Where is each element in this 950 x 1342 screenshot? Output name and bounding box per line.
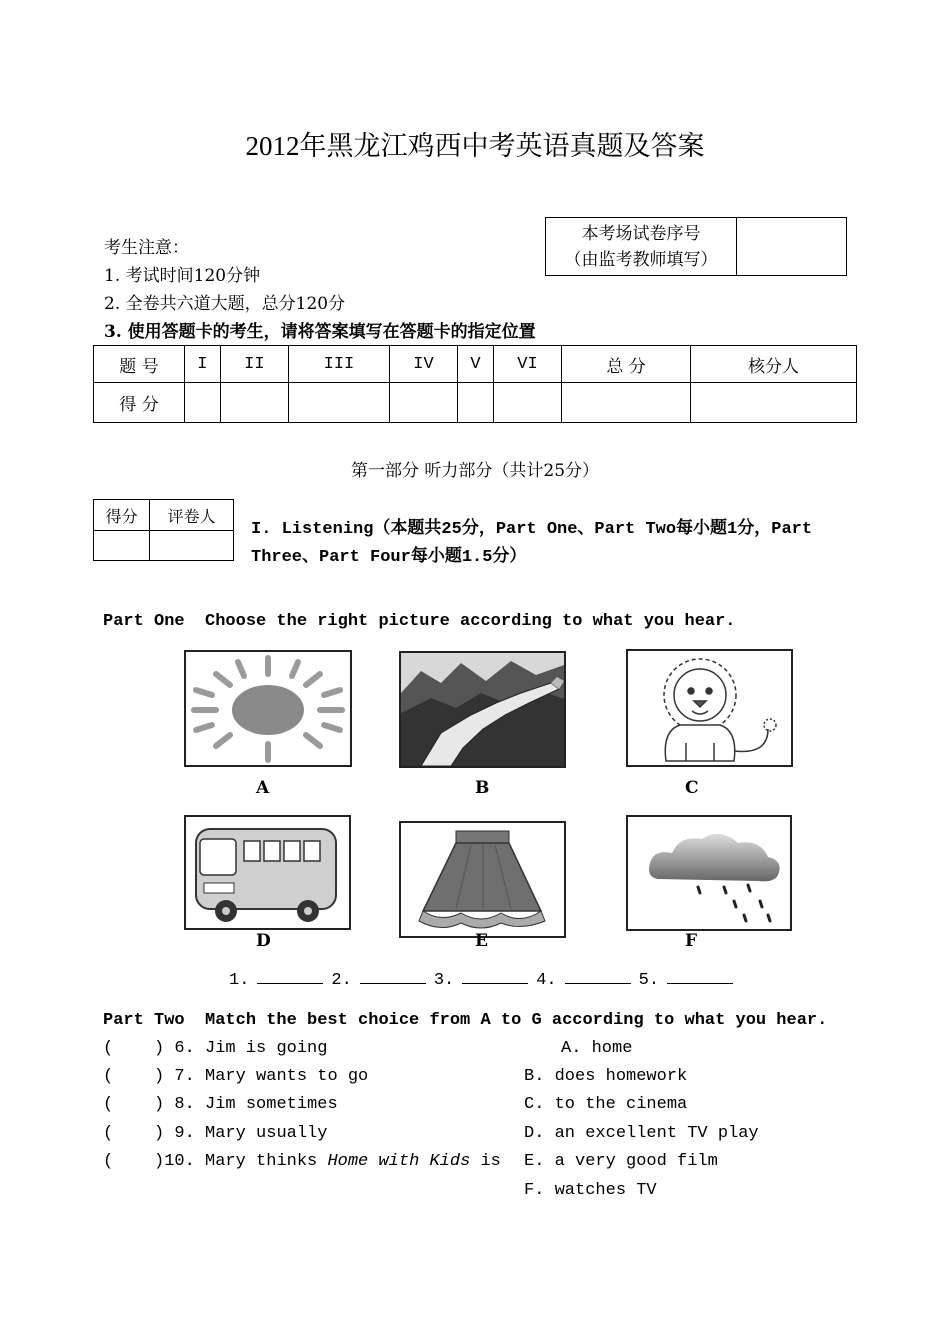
part-one-instruction: Part One Choose the right picture according to what you hear. xyxy=(103,612,736,631)
picture-label-f: F xyxy=(685,931,698,951)
blank-label: 5. xyxy=(638,971,660,990)
grader-score-cell[interactable] xyxy=(94,531,150,561)
answer-blank-2[interactable] xyxy=(360,969,426,984)
rain-cloud-icon xyxy=(628,817,790,929)
picture-b[interactable] xyxy=(399,651,566,768)
grader-score-label: 得分 xyxy=(94,500,150,531)
score-header: V xyxy=(458,346,494,383)
question-text: Jim is going xyxy=(205,1039,328,1058)
blank-label: 1. xyxy=(229,971,250,990)
notice-item-2: 2. 全卷共六道大题，总分120分 xyxy=(104,294,346,314)
choice-f: F. watches TV xyxy=(524,1181,657,1200)
question-number: 9. xyxy=(174,1124,195,1143)
listening-heading-line2: Three、Part Four每小题1.5分） xyxy=(251,548,527,567)
picture-label-d: D xyxy=(256,931,271,951)
picture-f[interactable] xyxy=(626,815,792,931)
choice-e: E. a very good film xyxy=(524,1152,718,1171)
score-cell[interactable] xyxy=(289,383,390,423)
question-10 xyxy=(103,1152,501,1171)
score-header: I xyxy=(185,346,221,383)
skirt-icon xyxy=(401,823,564,936)
question-text: is xyxy=(470,1152,501,1171)
score-cell[interactable] xyxy=(389,383,457,423)
blank-label: 3. xyxy=(433,971,455,990)
answer-paren[interactable]: ( ) xyxy=(103,1095,165,1114)
score-cell[interactable] xyxy=(458,383,494,423)
picture-a[interactable] xyxy=(184,650,352,767)
score-header: III xyxy=(289,346,390,383)
score-row-label: 得 分 xyxy=(94,383,185,423)
exam-seq-line1: 本考场试卷序号 xyxy=(581,223,701,244)
sun-icon xyxy=(186,652,350,765)
notice-item-3: 3. 使用答题卡的考生，请将答案填写在答题卡的指定位置 xyxy=(104,322,536,342)
question-text: Mary thinks xyxy=(205,1152,328,1171)
score-cell[interactable] xyxy=(220,383,288,423)
question-number: 6. xyxy=(174,1039,195,1058)
grader-box xyxy=(93,499,234,561)
score-header: II xyxy=(220,346,288,383)
answer-blank-1[interactable] xyxy=(257,969,323,984)
score-table xyxy=(93,345,857,423)
lion-icon xyxy=(628,651,791,765)
notice-heading: 考生注意： xyxy=(104,238,189,258)
choice-c: C. to the cinema xyxy=(524,1095,688,1114)
page-title: 2012年黑龙江鸡西中考英语真题及答案 xyxy=(245,131,705,161)
score-header: 总 分 xyxy=(562,346,691,383)
question-number: 7. xyxy=(174,1067,195,1086)
score-header: 核分人 xyxy=(691,346,857,383)
picture-label-b: B xyxy=(475,778,490,798)
question-number: 10. xyxy=(164,1152,195,1171)
answer-blank-5[interactable] xyxy=(667,969,733,984)
picture-d[interactable] xyxy=(184,815,351,930)
answer-paren[interactable]: ( ) xyxy=(103,1039,165,1058)
answer-paren[interactable]: ( ) xyxy=(103,1124,165,1143)
grader-name-cell[interactable] xyxy=(150,531,234,561)
picture-e[interactable] xyxy=(399,821,566,938)
exam-seq-box xyxy=(545,217,847,276)
answer-paren[interactable]: ( ) xyxy=(103,1067,165,1086)
bus-icon xyxy=(186,817,349,928)
score-cell[interactable] xyxy=(562,383,691,423)
answer-blank-3[interactable] xyxy=(462,969,528,984)
score-header: 题 号 xyxy=(94,346,185,383)
score-header: IV xyxy=(389,346,457,383)
question-number: 8. xyxy=(174,1095,195,1114)
choice-a: A. home xyxy=(561,1039,633,1058)
question-text: Mary wants to go xyxy=(205,1067,369,1086)
answer-blank-4[interactable] xyxy=(565,969,631,984)
choice-b: B. does homework xyxy=(524,1067,688,1086)
picture-label-e: E xyxy=(475,931,488,951)
blank-label: 4. xyxy=(536,971,557,990)
question-text: Mary usually xyxy=(205,1124,328,1143)
part1-heading: 第一部分 听力部分（共计25分） xyxy=(350,461,600,481)
blank-label: 2. xyxy=(331,971,352,990)
score-cell[interactable] xyxy=(185,383,221,423)
question-6 xyxy=(103,1039,327,1058)
question-7 xyxy=(103,1067,368,1086)
listening-heading-line1: I. Listening（本题共25分，Part One、Part Two每小题1分，Part xyxy=(251,520,813,539)
question-title-italic: Home with Kids xyxy=(327,1152,471,1171)
exam-seq-label xyxy=(546,218,737,276)
picture-label-a: A xyxy=(256,778,270,798)
notice-item-1: 1. 考试时间120分钟 xyxy=(104,266,261,286)
part-two-instruction: Part Two Match the best choice from A to G according to what you hear. xyxy=(103,1011,828,1030)
grader-name-label: 评卷人 xyxy=(150,500,234,531)
part-one-blanks xyxy=(229,969,741,990)
score-header: VI xyxy=(493,346,561,383)
exam-seq-field[interactable] xyxy=(737,218,847,276)
exam-seq-line2: （由监考教师填写） xyxy=(564,249,718,270)
question-8 xyxy=(103,1095,338,1114)
score-cell[interactable] xyxy=(691,383,857,423)
choice-d: D. an excellent TV play xyxy=(524,1124,759,1143)
great-wall-photo xyxy=(401,653,564,766)
score-cell[interactable] xyxy=(493,383,561,423)
picture-label-c: C xyxy=(685,778,699,798)
question-9 xyxy=(103,1124,327,1143)
answer-paren[interactable]: ( ) xyxy=(103,1152,165,1171)
question-text: Jim sometimes xyxy=(205,1095,338,1114)
picture-c[interactable] xyxy=(626,649,793,767)
